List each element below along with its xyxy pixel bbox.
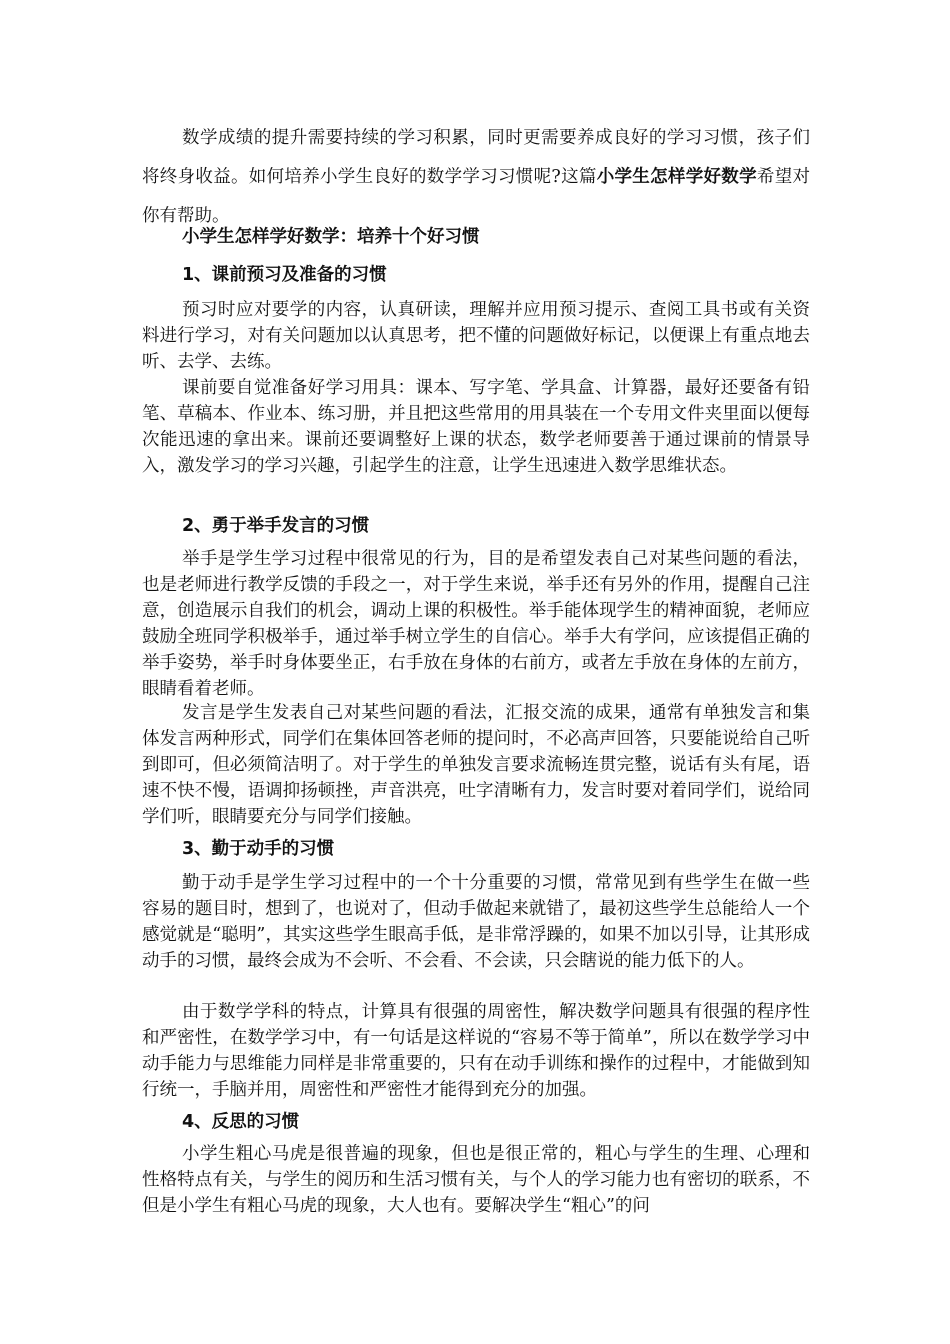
intro-text-2: 希望对你有帮助。 (142, 167, 810, 226)
section-3-heading: 3、勤于动手的习惯 (182, 839, 335, 859)
intro-bold-link: 小学生怎样学好数学 (596, 167, 757, 187)
section-4-paragraph-1: 小学生粗心马虎是很普遍的现象，但也是很正常的，粗心与学生的生理、心理和性格特点有关，与学生的阅历和生活习惯有关，与个人的学习能力也有密切的联系，不但是小学生有粗心马虎的现象，大人也有。要解决学生“粗心”的问 (142, 1144, 810, 1216)
document-title: 小学生怎样学好数学：培养十个好习惯 (182, 227, 480, 247)
section-3-paragraph-2: 由于数学学科的特点，计算具有很强的周密性，解决数学问题具有很强的程序性和严密性，在数学学习中，有一句话是这样说的“容易不等于简单”，所以在数学学习中动手能力与思维能力同样是非常重要的，只有在动手训练和操作的过程中，才能做到知行统一，手脑并用，周密性和严密性才能得到充分的加强。 (142, 1002, 810, 1100)
section-1-heading: 1、课前预习及准备的习惯 (182, 265, 387, 285)
intro-text-1: 数学成绩的提升需要持续的学习积累，同时更需要养成良好的学习习惯，孩子们将终身收益。如何培养小学生良好的数学学习习惯呢?这篇 (142, 128, 810, 187)
section-2-paragraph-2: 发言是学生发表自己对某些问题的看法，汇报交流的成果，通常有单独发言和集体发言两种形式，同学们在集体回答老师的提问时，不必高声回答，只要能说给自己听到即可，但必须简洁明了。对于学生的单独发言要求流畅连贯完整，说话有头有尾，语速不快不慢，语调抑扬顿挫，声音洪亮，吐字清晰有力，发言时要对着同学们，说给同学们听，眼睛要充分与同学们接触。 (142, 703, 810, 827)
section-1-paragraph-2: 课前要自觉准备好学习用具：课本、写字笔、学具盒、计算器，最好还要备有铅笔、草稿本、作业本、练习册，并且把这些常用的用具装在一个专用文件夹里面以便每次能迅速的拿出来。课前还要调整好上课的状态，数学老师要善于通过课前的情景导入，激发学习的学习兴趣，引起学生的注意，让学生迅速进入数学思维状态。 (142, 378, 810, 476)
section-2-heading: 2、勇于举手发言的习惯 (182, 516, 370, 536)
section-3-paragraph-1: 勤于动手是学生学习过程中的一个十分重要的习惯，常常见到有些学生在做一些容易的题目时，想到了，也说对了，但动手做起来就错了，最初这些学生总能给人一个感觉就是“聪明”，其实这些学生眼高手低，是非常浮躁的，如果不加以引导，让其形成动手的习惯，最终会成为不会听、不会看、不会读，只会瞎说的能力低下的人。 (142, 873, 810, 971)
section-2-paragraph-1: 举手是学生学习过程中很常见的行为，目的是希望发表自己对某些问题的看法，也是老师进行教学反馈的手段之一，对于学生来说，举手还有另外的作用，提醒自己注意，创造展示自我们的机会，调动上课的积极性。举手能体现学生的精神面貌，老师应鼓励全班同学积极举手，通过举手树立学生的自信心。举手大有学问，应该提倡正确的举手姿势，举手时身体要坐正，右手放在身体的右前方，或者左手放在身体的左前方，眼睛看着老师。 (142, 549, 810, 699)
intro-paragraph (142, 119, 810, 236)
section-4-heading: 4、反思的习惯 (182, 1112, 300, 1132)
section-1-paragraph-1: 预习时应对要学的内容，认真研读，理解并应用预习提示、查阅工具书或有关资料进行学习，对有关问题加以认真思考，把不懂的问题做好标记，以便课上有重点地去听、去学、去练。 (142, 300, 810, 372)
